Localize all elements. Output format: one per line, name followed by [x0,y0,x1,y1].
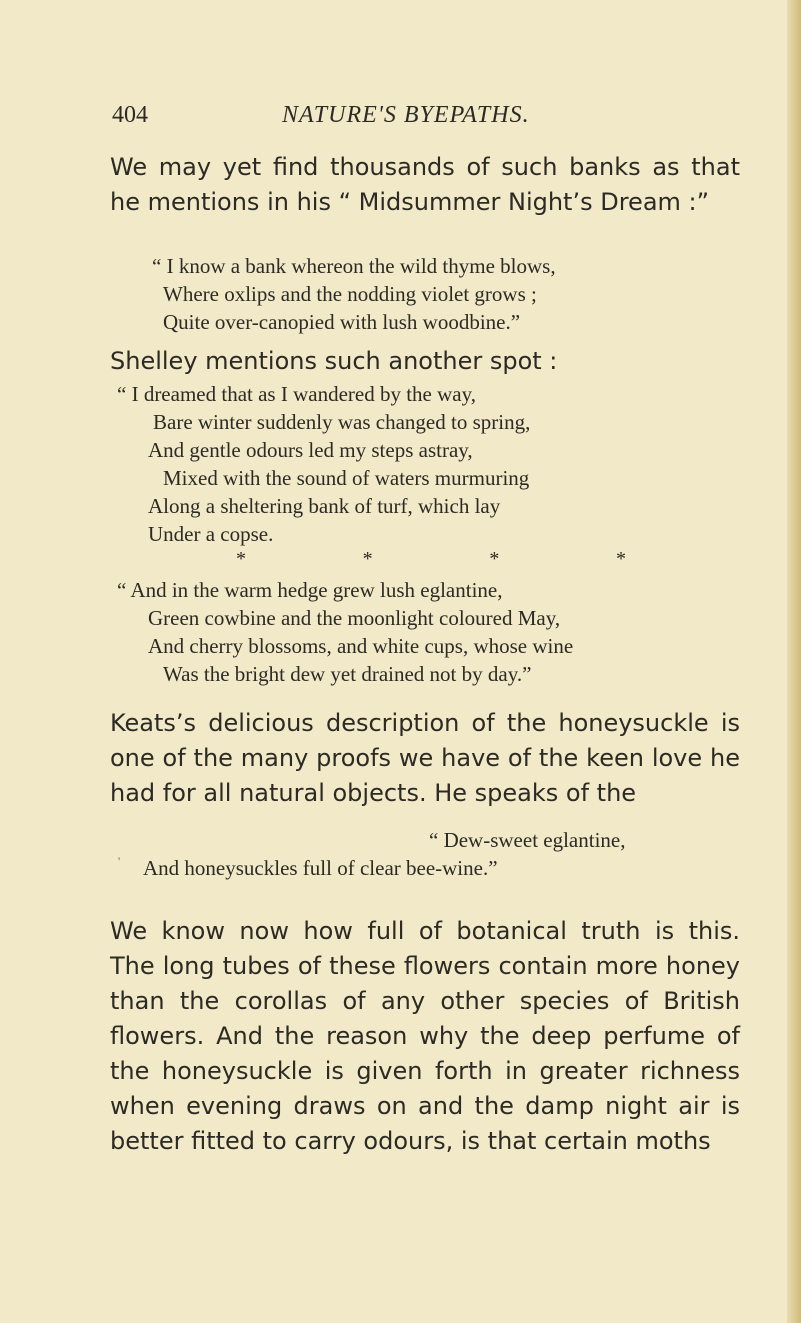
text-line: We know now how full of botanical truth is this. [110,917,740,945]
verse-line: “ I know a bank whereon the wild thyme blows, [152,254,556,278]
text-line: the honeysuckle is given forth in greater richness [110,1057,740,1085]
text-line: when evening draws on and the damp night air is [110,1092,740,1120]
text-line: had for all natural objects. He speaks of the [110,779,637,807]
quote-midsummer [152,252,556,336]
running-title: NATURE'S BYEPATHS. [282,102,530,128]
star-mark: * [489,548,500,570]
verse-line: Where oxlips and the nodding violet grows ; [163,282,537,306]
verse-line: “ I dreamed that as I wandered by the way, [117,382,476,406]
text-line: better fitted to carry odours, is that certain moths [110,1127,711,1155]
text-line: Shelley mentions such another spot : [110,347,558,375]
page-header [112,102,692,136]
paragraph-botanical [110,914,740,1159]
quote-shelley-2 [117,576,573,688]
ellipsis-stars [236,548,626,571]
text-line: Keats’s delicious description of the honeysuckle is [110,709,740,737]
verse-line: And cherry blossoms, and white cups, whose wine [148,634,574,658]
verse-line: Was the bright dew yet drained not by day.” [163,662,532,686]
verse-line: Green cowbine and the moonlight coloured May, [148,606,561,630]
star-mark: * [615,548,626,570]
quote-shelley-1 [117,380,530,548]
paragraph-keats [110,706,740,811]
page-number: 404 [112,102,148,128]
verse-line: Along a sheltering bank of turf, which lay [148,494,501,518]
verse-line: “ And in the warm hedge grew lush eglantine, [117,578,503,602]
paragraph-shelley [110,344,740,379]
verse-line: Mixed with the sound of waters murmuring [163,466,530,490]
verse-line: Bare winter suddenly was changed to spring, [153,410,531,434]
text-line: The long tubes of these flowers contain more honey [110,952,740,980]
stray-print-mark: ' [118,854,121,868]
paragraph-intro [110,150,740,220]
text-line: he mentions in his “ Midsummer Night’s Dream :” [110,188,710,216]
verse-line: And honeysuckles full of clear bee-wine.” [143,856,498,880]
text-line: flowers. And the reason why the deep perfume of [110,1022,740,1050]
text-line: one of the many proofs we have of the keen love he [110,744,740,772]
star-mark: * [362,548,373,570]
star-mark: * [236,548,246,570]
text-line: than the corollas of any other species of British [110,987,740,1015]
quote-keats [132,826,626,882]
verse-line: Quite over-canopied with lush woodbine.” [163,310,521,334]
verse-line: “ Dew-sweet eglantine, [429,828,626,852]
verse-line: And gentle odours led my steps astray, [148,438,473,462]
page-edge-shadow [787,0,801,1323]
verse-line: Under a copse. [148,522,274,546]
text-line: We may yet find thousands of such banks as that [110,153,740,181]
